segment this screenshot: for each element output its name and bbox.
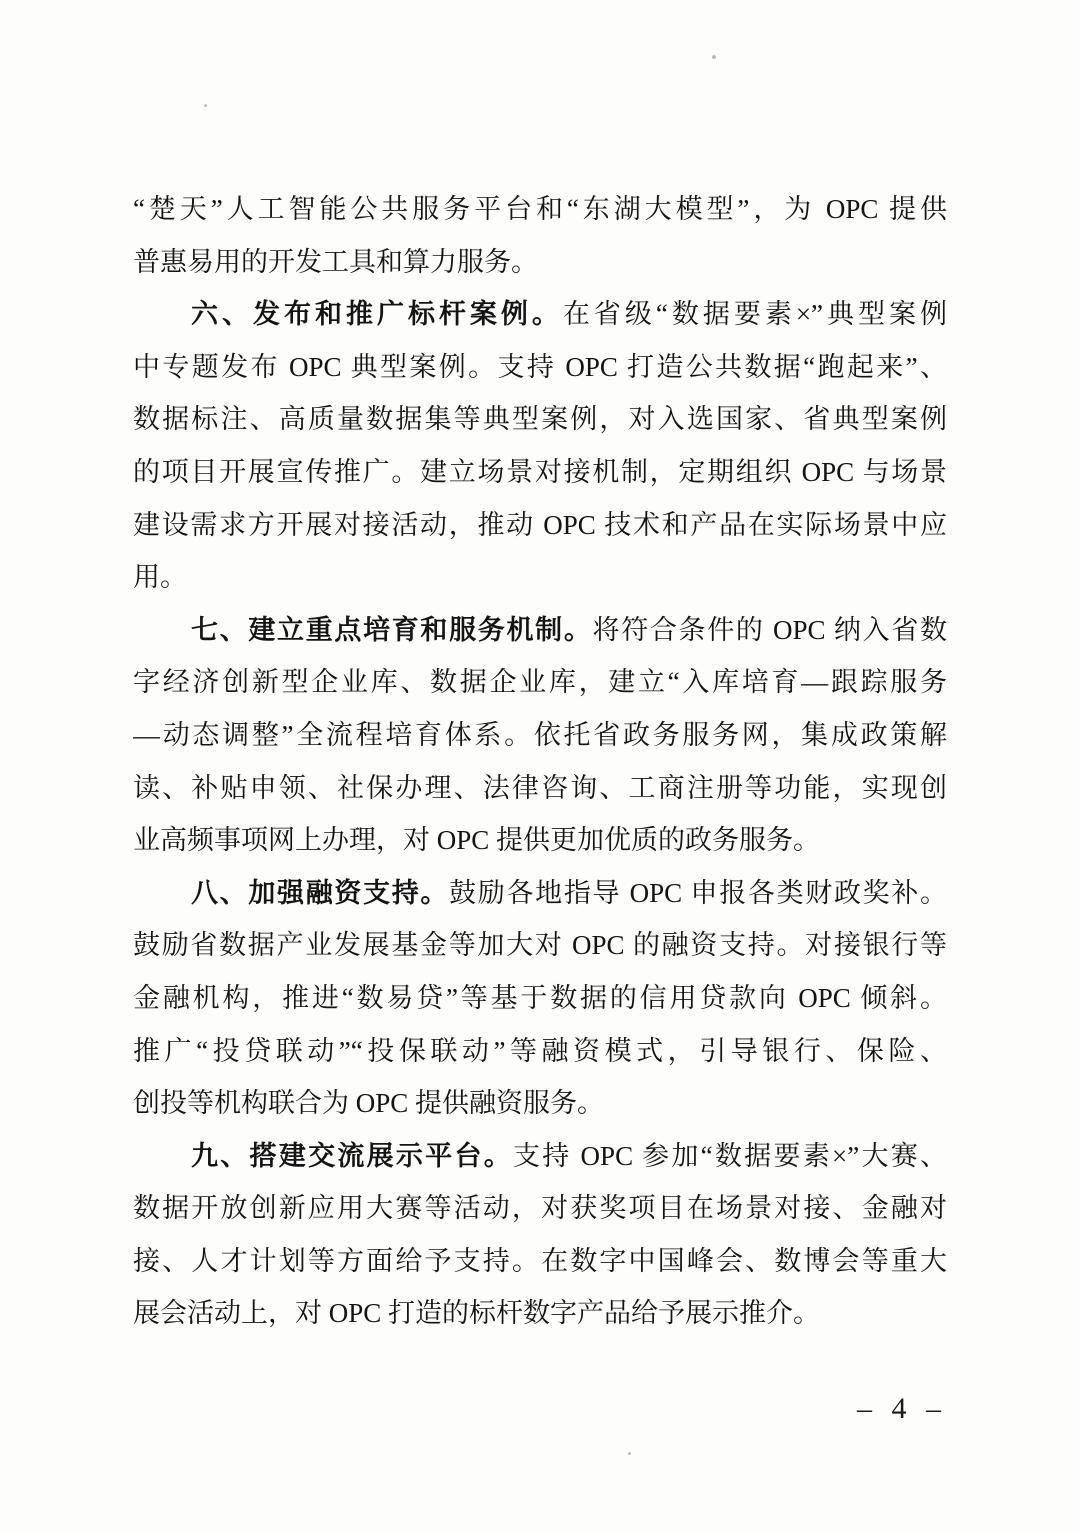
body-text: 将符合条件的 OPC 纳入省数 xyxy=(592,614,947,645)
body-text: —动态调整”全流程培育体系。依托省政务服务网，集成政策解 xyxy=(133,719,947,750)
body-text: 鼓励省数据产业发展基金等加大对 OPC 的融资支持。对接银行等 xyxy=(133,930,947,961)
section-heading-text: 九、搭建交流展示平台。 xyxy=(191,1140,513,1171)
text-line xyxy=(133,1182,947,1235)
text-block xyxy=(133,183,947,1340)
text-line xyxy=(133,1235,947,1288)
body-text: 建设需求方开展对接活动，推动 OPC 技术和产品在实际场景中应 xyxy=(133,509,947,540)
body-text: 普惠易用的开发工具和算力服务。 xyxy=(133,246,538,277)
text-line xyxy=(133,709,947,762)
section-heading-text: 七、建立重点培育和服务机制。 xyxy=(191,614,593,645)
body-text: “楚天”人工智能公共服务平台和“东湖大模型”，为 OPC 提供 xyxy=(133,194,947,224)
body-text: 中专题发布 OPC 典型案例。支持 OPC 打造公共数据“跑起来”、 xyxy=(133,351,947,382)
text-line xyxy=(133,762,947,815)
body-text: 接、人才计划等方面给予支持。在数字中国峰会、数博会等重大 xyxy=(133,1245,947,1276)
text-line xyxy=(133,446,947,499)
body-text: 用。 xyxy=(133,562,187,593)
body-text: 创投等机构联合为 OPC 提供融资服务。 xyxy=(133,1088,605,1119)
scan-speckle xyxy=(204,104,207,107)
text-line xyxy=(133,183,947,236)
section-heading-text: 六、发布和推广标杆案例。 xyxy=(191,299,563,330)
body-text: 数据开放创新应用大赛等活动，对获奖项目在场景对接、金融对 xyxy=(133,1193,947,1224)
text-line xyxy=(133,551,947,604)
text-line xyxy=(133,341,947,394)
text-line xyxy=(133,1287,947,1340)
body-text: 鼓励各地指导 OPC 申报各类财政奖补。 xyxy=(449,877,947,908)
body-text: 展会活动上，对 OPC 打造的标杆数字产品给予展示推介。 xyxy=(133,1298,821,1329)
body-text: 数据标注、高质量数据集等典型案例，对入选国家、省典型案例 xyxy=(133,404,947,435)
page-number: – 4 – xyxy=(857,1392,947,1425)
text-line xyxy=(133,236,947,289)
body-text: 的项目开展宣传推广。建立场景对接机制，定期组织 OPC 与场景 xyxy=(133,456,947,487)
section-heading-text: 八、加强融资支持。 xyxy=(191,877,450,908)
text-line xyxy=(133,393,947,446)
text-line xyxy=(133,814,947,867)
body-text: 读、补贴申领、社保办理、法律咨询、工商注册等功能，实现创 xyxy=(133,772,947,803)
text-line xyxy=(133,972,947,1025)
text-line xyxy=(133,919,947,972)
text-line xyxy=(133,656,947,709)
body-text: 业高频事项网上办理，对 OPC 提供更加优质的政务服务。 xyxy=(133,825,821,856)
text-line xyxy=(133,1077,947,1130)
body-text: 推广“投贷联动”“投保联动”等融资模式，引导银行、保险、 xyxy=(133,1035,947,1066)
text-line xyxy=(133,288,947,341)
body-text: 金融机构，推进“数易贷”等基于数据的信用贷款向 OPC 倾斜。 xyxy=(133,982,947,1013)
body-text: 在省级“数据要素×”典型案例 xyxy=(562,299,947,330)
text-line xyxy=(133,499,947,552)
scan-speckle xyxy=(712,55,716,59)
text-line xyxy=(133,1025,947,1078)
body-text: 支持 OPC 参加“数据要素×”大赛、 xyxy=(512,1140,947,1171)
text-line xyxy=(133,1130,947,1183)
text-line xyxy=(133,867,947,920)
text-line xyxy=(133,604,947,657)
scan-speckle xyxy=(628,1452,631,1455)
body-text: 字经济创新型企业库、数据企业库，建立“入库培育—跟踪服务 xyxy=(133,667,947,698)
